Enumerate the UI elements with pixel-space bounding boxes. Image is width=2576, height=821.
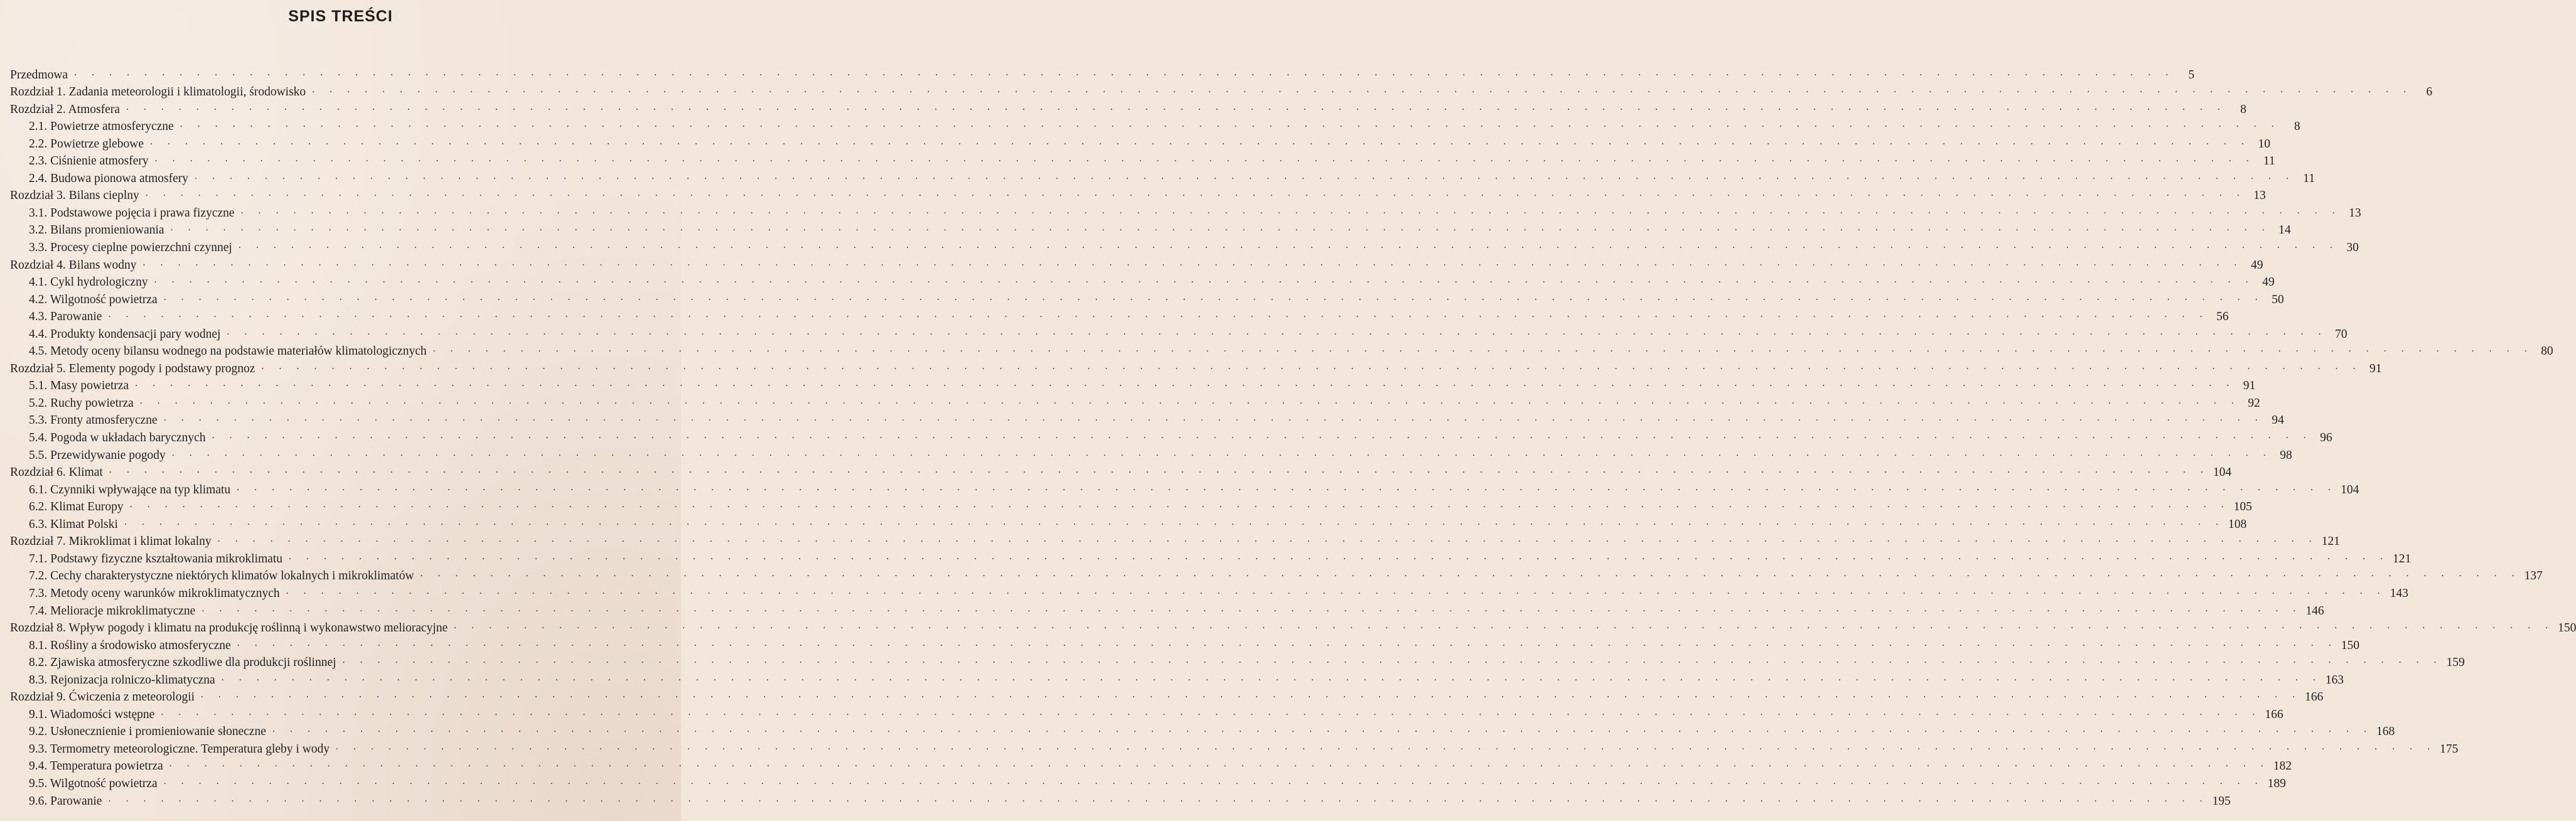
entry-page-number: 166 bbox=[2305, 690, 2324, 704]
entry-page-number: 49 bbox=[2262, 276, 2275, 289]
entry-label: 5.1. Masy powietrza bbox=[29, 379, 129, 393]
toc-subentry bbox=[10, 601, 2324, 619]
entry-page-number: 150 bbox=[2341, 638, 2359, 652]
toc-subentry bbox=[10, 791, 2231, 809]
entry-label: 9.1. Wiadomości wstępne bbox=[29, 707, 155, 721]
toc-subentry bbox=[10, 722, 2395, 740]
entry-page-number: 13 bbox=[2349, 206, 2361, 220]
toc-subentry bbox=[10, 394, 2260, 411]
dot-leader: . . . . . . . . . . . . . . . . . . . . . . . . . . . . . . . . . . . . . . . . . . . . . . . . . . . . . . . . . . . . . . . . . . . . . . . . . . . . . . . . . . . . . . . . . . . . . . . . . . . . . . . . . . . . . . . . . . . . . . . . bbox=[170, 222, 2271, 233]
entry-label: Rozdział 7. Mikroklimat i klimat lokalny bbox=[10, 535, 212, 549]
dot-leader: . . . . . . . . . . . . . . . . . . . . . . . . . . . . . . . . . . . . . . . . . . . . . . . . . . . . . . . . . . . . . . . . . . . . . . . . . . . . . . . . . . . . . . . . . . . . . . . . . . . . . . . . . . . . . . . . . . . . . . . . bbox=[169, 758, 2270, 770]
toc-subentry bbox=[10, 377, 2256, 394]
entry-label: Przedmowa bbox=[10, 68, 68, 82]
toc-subentry bbox=[10, 549, 2412, 567]
entry-page-number: 104 bbox=[2213, 466, 2232, 480]
toc-subentry bbox=[10, 117, 2300, 135]
entry-page-number: 11 bbox=[2263, 154, 2275, 168]
dot-leader: . . . . . . . . . . . . . . . . . . . . . . . . . . . . . . . . . . . . . . . . . . . . . . . . . . . . . . . . . . . . . . . . . . . . . . . . . . . . . . . . . . . . . . . . . . . . . . . . . . . . . . . . . . . . . . . . . . . . . . . . bbox=[109, 464, 2209, 476]
entry-page-number: 6 bbox=[2426, 85, 2433, 99]
entry-page-number: 8 bbox=[2294, 120, 2300, 134]
toc-subentry bbox=[10, 134, 2271, 152]
toc-subentry bbox=[10, 342, 2553, 360]
entry-page-number: 49 bbox=[2250, 258, 2263, 272]
toc-subentry bbox=[10, 480, 2359, 498]
entry-page-number: 91 bbox=[2243, 379, 2256, 393]
entry-label: Rozdział 6. Klimat bbox=[10, 466, 103, 480]
dot-leader: . . . . . . . . . . . . . . . . . . . . . . . . . . . . . . . . . . . . . . . . . . . . . . . . . . . . . . . . . . . . . . . . . . . . . . . . . . . . . . . . . . . . . . . . . . . . . . . . . . . . . . . . . . . . . . . . . . . . . . . . bbox=[454, 620, 2555, 631]
entry-label: 2.1. Powietrze atmosferyczne bbox=[29, 120, 174, 134]
dot-leader: . . . . . . . . . . . . . . . . . . . . . . . . . . . . . . . . . . . . . . . . . . . . . . . . . . . . . . . . . . . . . . . . . . . . . . . . . . . . . . . . . . . . . . . . . . . . . . . . . . . . . . . . . . . . . . . . . . . . . . . . bbox=[163, 412, 2264, 424]
dot-leader: . . . . . . . . . . . . . . . . . . . . . . . . . . . . . . . . . . . . . . . . . . . . . . . . . . . . . . . . . . . . . . . . . . . . . . . . . . . . . . . . . . . . . . . . . . . . . . . . . . . . . . . . . . . . . . . . . . . . . . . . bbox=[142, 257, 2243, 268]
dot-leader: . . . . . . . . . . . . . . . . . . . . . . . . . . . . . . . . . . . . . . . . . . . . . . . . . . . . . . . . . . . . . . . . . . . . . . . . . . . . . . . . . . . . . . . . . . . . . . . . . . . . . . . . . . . . . . . . . . . . . . . . bbox=[108, 793, 2209, 804]
dot-leader: . . . . . . . . . . . . . . . . . . . . . . . . . . . . . . . . . . . . . . . . . . . . . . . . . . . . . . . . . . . . . . . . . . . . . . . . . . . . . . . . . . . . . . . . . . . . . . . . . . . . . . . . . . . . . . . . . . . . . . . . bbox=[154, 153, 2255, 164]
toc-subentry bbox=[10, 203, 2361, 221]
dot-leader: . . . . . . . . . . . . . . . . . . . . . . . . . . . . . . . . . . . . . . . . . . . . . . . . . . . . . . . . . . . . . . . . . . . . . . . . . . . . . . . . . . . . . . . . . . . . . . . . . . . . . . . . . . . . . . . . . . . . . . . . bbox=[139, 395, 2240, 406]
entry-label: 6.2. Klimat Europy bbox=[29, 500, 124, 514]
entry-page-number: 8 bbox=[2240, 102, 2246, 116]
entry-label: 9.3. Termometry meteorologiczne. Temperatura gleby i wody bbox=[29, 742, 330, 756]
toc-entry bbox=[10, 463, 2232, 481]
entry-label: 6.1. Czynniki wpływające na typ klimatu bbox=[29, 483, 231, 496]
dot-leader: . . . . . . . . . . . . . . . . . . . . . . . . . . . . . . . . . . . . . . . . . . . . . . . . . . . . . . . . . . . . . . . . . . . . . . . . . . . . . . . . . . . . . . . . . . . . . . . . . . . . . . . . . . . . . . . . . . . . . . . . bbox=[312, 84, 2413, 95]
entry-label: Rozdział 5. Elementy pogody i podstawy prognoz bbox=[10, 362, 255, 375]
entry-page-number: 30 bbox=[2346, 241, 2359, 255]
dot-leader: . . . . . . . . . . . . . . . . . . . . . . . . . . . . . . . . . . . . . . . . . . . . . . . . . . . . . . . . . . . . . . . . . . . . . . . . . . . . . . . . . . . . . . . . . . . . . . . . . . . . . . . . . . . . . . . . . . . . . . . . bbox=[171, 447, 2272, 458]
entry-page-number: 14 bbox=[2278, 223, 2291, 237]
toc-subentry bbox=[10, 705, 2284, 722]
table-of-contents bbox=[10, 65, 2576, 809]
dot-leader: . . . . . . . . . . . . . . . . . . . . . . . . . . . . . . . . . . . . . . . . . . . . . . . . . . . . . . . . . . . . . . . . . . . . . . . . . . . . . . . . . . . . . . . . . . . . . . . . . . . . . . . . . . . . . . . . . . . . . . . . bbox=[154, 274, 2255, 286]
entry-label: 2.2. Powietrze glebowe bbox=[29, 137, 144, 151]
toc-entry bbox=[10, 688, 2324, 706]
entry-page-number: 121 bbox=[2393, 552, 2412, 566]
entry-label: 8.1. Rośliny a środowisko atmosferyczne bbox=[29, 638, 231, 652]
entry-page-number: 50 bbox=[2272, 292, 2284, 306]
dot-leader: . . . . . . . . . . . . . . . . . . . . . . . . . . . . . . . . . . . . . . . . . . . . . . . . . . . . . . . . . . . . . . . . . . . . . . . . . . . . . . . . . . . . . . . . . . . . . . . . . . . . . . . . . . . . . . . . . . . . . . . . bbox=[150, 136, 2251, 147]
toc-subentry bbox=[10, 498, 2252, 515]
toc-subentry bbox=[10, 567, 2543, 584]
dot-leader: . . . . . . . . . . . . . . . . . . . . . . . . . . . . . . . . . . . . . . . . . . . . . . . . . . . . . . . . . . . . . . . . . . . . . . . . . . . . . . . . . . . . . . . . . . . . . . . . . . . . . . . . . . . . . . . . . . . . . . . . bbox=[180, 119, 2280, 130]
entry-label: 3.1. Podstawowe pojęcia i prawa fizyczne bbox=[29, 206, 235, 220]
dot-leader: . . . . . . . . . . . . . . . . . . . . . . . . . . . . . . . . . . . . . . . . . . . . . . . . . . . . . . . . . . . . . . . . . . . . . . . . . . . . . . . . . . . . . . . . . . . . . . . . . . . . . . . . . . . . . . . . . . . . . . . . bbox=[272, 724, 2373, 735]
dot-leader: . . . . . . . . . . . . . . . . . . . . . . . . . . . . . . . . . . . . . . . . . . . . . . . . . . . . . . . . . . . . . . . . . . . . . . . . . . . . . . . . . . . . . . . . . . . . . . . . . . . . . . . . . . . . . . . . . . . . . . . . bbox=[212, 430, 2312, 441]
dot-leader: . . . . . . . . . . . . . . . . . . . . . . . . . . . . . . . . . . . . . . . . . . . . . . . . . . . . . . . . . . . . . . . . . . . . . . . . . . . . . . . . . . . . . . . . . . . . . . . . . . . . . . . . . . . . . . . . . . . . . . . . bbox=[108, 309, 2209, 320]
toc-entry bbox=[10, 186, 2266, 204]
entry-label: 5.2. Ruchy powietrza bbox=[29, 396, 134, 410]
toc-entry bbox=[10, 255, 2263, 273]
entry-page-number: 91 bbox=[2369, 362, 2382, 375]
dot-leader: . . . . . . . . . . . . . . . . . . . . . . . . . . . . . . . . . . . . . . . . . . . . . . . . . . . . . . . . . . . . . . . . . . . . . . . . . . . . . . . . . . . . . . . . . . . . . . . . . . . . . . . . . . . . . . . . . . . . . . . . bbox=[217, 534, 2318, 545]
dot-leader: . . . . . . . . . . . . . . . . . . . . . . . . . . . . . . . . . . . . . . . . . . . . . . . . . . . . . . . . . . . . . . . . . . . . . . . . . . . . . . . . . . . . . . . . . . . . . . . . . . . . . . . . . . . . . . . . . . . . . . . . bbox=[163, 775, 2264, 786]
entry-label: 5.4. Pogoda w układach barycznych bbox=[29, 431, 206, 445]
dot-leader: . . . . . . . . . . . . . . . . . . . . . . . . . . . . . . . . . . . . . . . . . . . . . . . . . . . . . . . . . . . . . . . . . . . . . . . . . . . . . . . . . . . . . . . . . . . . . . . . . . . . . . . . . . . . . . . . . . . . . . . . bbox=[286, 585, 2386, 596]
entry-page-number: 168 bbox=[2376, 725, 2395, 739]
entry-page-number: 5 bbox=[2188, 68, 2195, 82]
toc-subentry bbox=[10, 169, 2315, 186]
entry-page-number: 56 bbox=[2216, 310, 2229, 324]
entry-label: 5.3. Fronty atmosferyczne bbox=[29, 414, 158, 427]
entry-label: Rozdział 2. Atmosfera bbox=[10, 102, 120, 116]
entry-label: Rozdział 1. Zadania meteorologii i klimatologii, środowisko bbox=[10, 85, 306, 99]
entry-page-number: 143 bbox=[2390, 586, 2408, 600]
dot-leader: . . . . . . . . . . . . . . . . . . . . . . . . . . . . . . . . . . . . . . . . . . . . . . . . . . . . . . . . . . . . . . . . . . . . . . . . . . . . . . . . . . . . . . . . . . . . . . . . . . . . . . . . . . . . . . . . . . . . . . . . bbox=[161, 706, 2262, 717]
entry-label: 3.2. Bilans promieniowania bbox=[29, 223, 164, 237]
entry-label: 2.3. Ciśnienie atmosfery bbox=[29, 154, 149, 168]
dot-leader: . . . . . . . . . . . . . . . . . . . . . . . . . . . . . . . . . . . . . . . . . . . . . . . . . . . . . . . . . . . . . . . . . . . . . . . . . . . . . . . . . . . . . . . . . . . . . . . . . . . . . . . . . . . . . . . . . . . . . . . . bbox=[432, 343, 2533, 355]
page-title: SPIS TREŚCI bbox=[288, 8, 393, 25]
toc-subentry bbox=[10, 411, 2284, 429]
toc-subentry bbox=[10, 636, 2359, 653]
toc-subentry bbox=[10, 273, 2275, 291]
entry-label: 4.5. Metody oceny bilansu wodnego na podstawie materiałów klimatologicznych bbox=[29, 345, 427, 358]
entry-page-number: 108 bbox=[2228, 517, 2247, 531]
entry-page-number: 159 bbox=[2446, 656, 2465, 670]
entry-label: 6.3. Klimat Polski bbox=[29, 517, 118, 531]
dot-leader: . . . . . . . . . . . . . . . . . . . . . . . . . . . . . . . . . . . . . . . . . . . . . . . . . . . . . . . . . . . . . . . . . . . . . . . . . . . . . . . . . . . . . . . . . . . . . . . . . . . . . . . . . . . . . . . . . . . . . . . . bbox=[221, 672, 2322, 683]
entry-label: 4.3. Parowanie bbox=[29, 310, 102, 324]
entry-label: 3.3. Procesy cieplne powierzchni czynnej bbox=[29, 241, 232, 255]
dot-leader: . . . . . . . . . . . . . . . . . . . . . . . . . . . . . . . . . . . . . . . . . . . . . . . . . . . . . . . . . . . . . . . . . . . . . . . . . . . . . . . . . . . . . . . . . . . . . . . . . . . . . . . . . . . . . . . . . . . . . . . . bbox=[145, 188, 2246, 199]
dot-leader: . . . . . . . . . . . . . . . . . . . . . . . . . . . . . . . . . . . . . . . . . . . . . . . . . . . . . . . . . . . . . . . . . . . . . . . . . . . . . . . . . . . . . . . . . . . . . . . . . . . . . . . . . . . . . . . . . . . . . . . . bbox=[261, 360, 2362, 372]
entry-label: 4.1. Cykl hydrologiczny bbox=[29, 276, 148, 289]
entry-page-number: 11 bbox=[2303, 171, 2315, 185]
toc-entry bbox=[10, 65, 2195, 83]
entry-label: 7.2. Cechy charakterystyczne niektórych klimatów lokalnych i mikroklimatów bbox=[29, 569, 414, 583]
dot-leader: . . . . . . . . . . . . . . . . . . . . . . . . . . . . . . . . . . . . . . . . . . . . . . . . . . . . . . . . . . . . . . . . . . . . . . . . . . . . . . . . . . . . . . . . . . . . . . . . . . . . . . . . . . . . . . . . . . . . . . . . bbox=[238, 240, 2339, 251]
dot-leader: . . . . . . . . . . . . . . . . . . . . . . . . . . . . . . . . . . . . . . . . . . . . . . . . . . . . . . . . . . . . . . . . . . . . . . . . . . . . . . . . . . . . . . . . . . . . . . . . . . . . . . . . . . . . . . . . . . . . . . . . bbox=[201, 603, 2302, 614]
entry-page-number: 150 bbox=[2558, 621, 2576, 635]
toc-subentry bbox=[10, 221, 2291, 239]
entry-page-number: 70 bbox=[2334, 327, 2348, 341]
entry-page-number: 98 bbox=[2280, 448, 2292, 462]
toc-subentry bbox=[10, 774, 2286, 791]
entry-page-number: 94 bbox=[2272, 414, 2284, 427]
dot-leader: . . . . . . . . . . . . . . . . . . . . . . . . . . . . . . . . . . . . . . . . . . . . . . . . . . . . . . . . . . . . . . . . . . . . . . . . . . . . . . . . . . . . . . . . . . . . . . . . . . . . . . . . . . . . . . . . . . . . . . . . bbox=[237, 481, 2337, 493]
dot-leader: . . . . . . . . . . . . . . . . . . . . . . . . . . . . . . . . . . . . . . . . . . . . . . . . . . . . . . . . . . . . . . . . . . . . . . . . . . . . . . . . . . . . . . . . . . . . . . . . . . . . . . . . . . . . . . . . . . . . . . . . bbox=[126, 101, 2226, 112]
entry-label: 9.5. Wilgotność powietrza bbox=[29, 776, 158, 790]
dot-leader: . . . . . . . . . . . . . . . . . . . . . . . . . . . . . . . . . . . . . . . . . . . . . . . . . . . . . . . . . . . . . . . . . . . . . . . . . . . . . . . . . . . . . . . . . . . . . . . . . . . . . . . . . . . . . . . . . . . . . . . . bbox=[240, 205, 2341, 216]
entry-page-number: 189 bbox=[2267, 776, 2286, 790]
toc-subentry bbox=[10, 238, 2359, 255]
dot-leader: . . . . . . . . . . . . . . . . . . . . . . . . . . . . . . . . . . . . . . . . . . . . . . . . . . . . . . . . . . . . . . . . . . . . . . . . . . . . . . . . . . . . . . . . . . . . . . . . . . . . . . . . . . . . . . . . . . . . . . . . bbox=[74, 67, 2175, 78]
entry-label: Rozdział 9. Ćwiczenia z meteorologii bbox=[10, 690, 195, 704]
dot-leader: . . . . . . . . . . . . . . . . . . . . . . . . . . . . . . . . . . . . . . . . . . . . . . . . . . . . . . . . . . . . . . . . . . . . . . . . . . . . . . . . . . . . . . . . . . . . . . . . . . . . . . . . . . . . . . . . . . . . . . . . bbox=[237, 637, 2337, 648]
entry-page-number: 166 bbox=[2265, 707, 2284, 721]
entry-page-number: 137 bbox=[2524, 569, 2543, 583]
entry-page-number: 195 bbox=[2212, 794, 2231, 808]
dot-leader: . . . . . . . . . . . . . . . . . . . . . . . . . . . . . . . . . . . . . . . . . . . . . . . . . . . . . . . . . . . . . . . . . . . . . . . . . . . . . . . . . . . . . . . . . . . . . . . . . . . . . . . . . . . . . . . . . . . . . . . . bbox=[420, 568, 2521, 579]
entry-label: 7.4. Melioracje mikroklimatyczne bbox=[29, 604, 196, 618]
entry-label: 9.2. Usłonecznienie i promieniowanie słoneczne bbox=[29, 725, 266, 739]
entry-page-number: 92 bbox=[2248, 396, 2260, 410]
entry-page-number: 121 bbox=[2321, 535, 2340, 549]
toc-entry bbox=[10, 83, 2433, 100]
dot-leader: . . . . . . . . . . . . . . . . . . . . . . . . . . . . . . . . . . . . . . . . . . . . . . . . . . . . . . . . . . . . . . . . . . . . . . . . . . . . . . . . . . . . . . . . . . . . . . . . . . . . . . . . . . . . . . . . . . . . . . . . bbox=[342, 655, 2443, 666]
entry-label: Rozdział 8. Wpływ pogody i klimatu na produkcję roślinną i wykonawstwo melioracyjne bbox=[10, 621, 448, 635]
dot-leader: . . . . . . . . . . . . . . . . . . . . . . . . . . . . . . . . . . . . . . . . . . . . . . . . . . . . . . . . . . . . . . . . . . . . . . . . . . . . . . . . . . . . . . . . . . . . . . . . . . . . . . . . . . . . . . . . . . . . . . . . bbox=[336, 741, 2437, 752]
entry-label: 9.4. Temperatura powietrza bbox=[29, 759, 163, 773]
toc-entry bbox=[10, 619, 2576, 636]
toc-subentry bbox=[10, 290, 2284, 308]
toc-subentry bbox=[10, 515, 2247, 532]
entry-page-number: 104 bbox=[2341, 483, 2359, 496]
entry-page-number: 105 bbox=[2233, 500, 2252, 514]
toc-subentry bbox=[10, 757, 2292, 775]
dot-leader: . . . . . . . . . . . . . . . . . . . . . . . . . . . . . . . . . . . . . . . . . . . . . . . . . . . . . . . . . . . . . . . . . . . . . . . . . . . . . . . . . . . . . . . . . . . . . . . . . . . . . . . . . . . . . . . . . . . . . . . . bbox=[289, 550, 2389, 562]
entry-label: 2.4. Budowa pionowa atmosfery bbox=[29, 171, 188, 185]
entry-page-number: 80 bbox=[2541, 345, 2553, 358]
toc-entry bbox=[10, 359, 2382, 377]
entry-label: Rozdział 4. Bilans wodny bbox=[10, 258, 137, 272]
entry-page-number: 146 bbox=[2305, 604, 2324, 618]
toc-entry bbox=[10, 100, 2246, 117]
dot-leader: . . . . . . . . . . . . . . . . . . . . . . . . . . . . . . . . . . . . . . . . . . . . . . . . . . . . . . . . . . . . . . . . . . . . . . . . . . . . . . . . . . . . . . . . . . . . . . . . . . . . . . . . . . . . . . . . . . . . . . . . bbox=[135, 378, 2236, 389]
entry-page-number: 175 bbox=[2440, 742, 2459, 756]
entry-page-number: 163 bbox=[2325, 673, 2344, 687]
entry-label: Rozdział 3. Bilans cieplny bbox=[10, 189, 139, 203]
toc-subentry bbox=[10, 428, 2332, 446]
entry-label: 9.6. Parowanie bbox=[29, 794, 102, 808]
entry-label: 5.5. Przewidywanie pogody bbox=[29, 448, 166, 462]
toc-subentry bbox=[10, 152, 2275, 169]
toc-subentry bbox=[10, 308, 2229, 325]
toc-subentry bbox=[10, 584, 2408, 601]
entry-page-number: 182 bbox=[2273, 759, 2292, 773]
entry-page-number: 10 bbox=[2258, 137, 2271, 151]
dot-leader: . . . . . . . . . . . . . . . . . . . . . . . . . . . . . . . . . . . . . . . . . . . . . . . . . . . . . . . . . . . . . . . . . . . . . . . . . . . . . . . . . . . . . . . . . . . . . . . . . . . . . . . . . . . . . . . . . . . . . . . . bbox=[227, 326, 2327, 337]
entry-page-number: 13 bbox=[2253, 189, 2266, 203]
toc-subentry bbox=[10, 653, 2465, 671]
entry-label: 4.2. Wilgotność powietrza bbox=[29, 292, 158, 306]
entry-label: 4.4. Produkty kondensacji pary wodnej bbox=[29, 327, 221, 341]
toc-subentry bbox=[10, 670, 2344, 688]
entry-label: 7.3. Metody oceny warunków mikroklimatycznych bbox=[29, 586, 280, 600]
entry-label: 7.1. Podstawy fizyczne kształtowania mikroklimatu bbox=[29, 552, 282, 566]
toc-subentry bbox=[10, 325, 2348, 342]
entry-page-number: 96 bbox=[2320, 431, 2332, 445]
dot-leader: . . . . . . . . . . . . . . . . . . . . . . . . . . . . . . . . . . . . . . . . . . . . . . . . . . . . . . . . . . . . . . . . . . . . . . . . . . . . . . . . . . . . . . . . . . . . . . . . . . . . . . . . . . . . . . . . . . . . . . . . bbox=[195, 170, 2295, 181]
dot-leader: . . . . . . . . . . . . . . . . . . . . . . . . . . . . . . . . . . . . . . . . . . . . . . . . . . . . . . . . . . . . . . . . . . . . . . . . . . . . . . . . . . . . . . . . . . . . . . . . . . . . . . . . . . . . . . . . . . . . . . . . bbox=[201, 689, 2302, 700]
dot-leader: . . . . . . . . . . . . . . . . . . . . . . . . . . . . . . . . . . . . . . . . . . . . . . . . . . . . . . . . . . . . . . . . . . . . . . . . . . . . . . . . . . . . . . . . . . . . . . . . . . . . . . . . . . . . . . . . . . . . . . . . bbox=[129, 499, 2230, 510]
toc-subentry bbox=[10, 739, 2459, 757]
toc-subentry bbox=[10, 446, 2292, 463]
dot-leader: . . . . . . . . . . . . . . . . . . . . . . . . . . . . . . . . . . . . . . . . . . . . . . . . . . . . . . . . . . . . . . . . . . . . . . . . . . . . . . . . . . . . . . . . . . . . . . . . . . . . . . . . . . . . . . . . . . . . . . . . bbox=[124, 516, 2224, 527]
entry-label: 8.2. Zjawiska atmosferyczne szkodliwe dla produkcji roślinnej bbox=[29, 656, 336, 670]
toc-entry bbox=[10, 532, 2340, 550]
dot-leader: . . . . . . . . . . . . . . . . . . . . . . . . . . . . . . . . . . . . . . . . . . . . . . . . . . . . . . . . . . . . . . . . . . . . . . . . . . . . . . . . . . . . . . . . . . . . . . . . . . . . . . . . . . . . . . . . . . . . . . . . bbox=[163, 291, 2264, 303]
entry-label: 8.3. Rejonizacja rolniczo-klimatyczna bbox=[29, 673, 215, 687]
